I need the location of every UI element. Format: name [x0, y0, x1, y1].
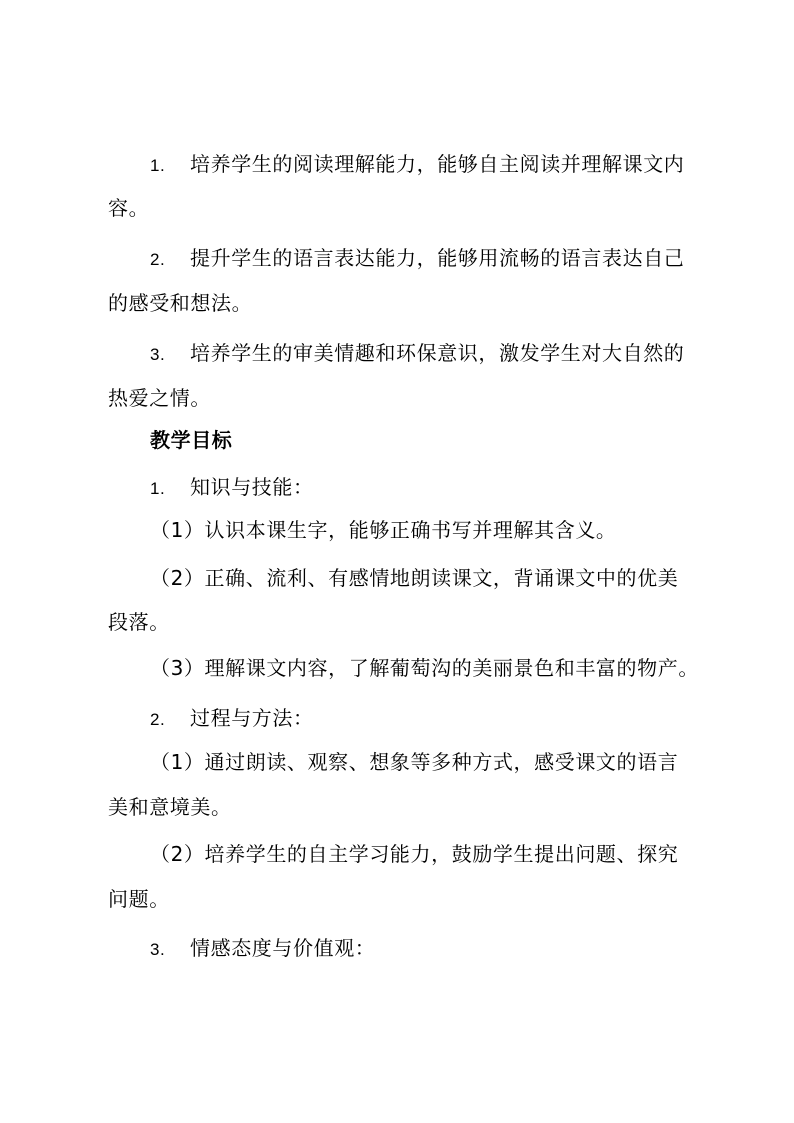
- section-heading: 教学目标: [150, 428, 233, 452]
- list-item-1-continuation: 容。: [108, 196, 150, 220]
- list-number: 1.: [150, 156, 166, 175]
- list-item-text: 培养学生的审美情趣和环保意识，激发学生对大自然的: [190, 341, 685, 365]
- list-item-2-continuation: 的感受和想法。: [108, 291, 253, 315]
- list-number: 2.: [150, 250, 166, 269]
- objective-2-item-2-first-line: （2）培养学生的自主学习能力，鼓励学生提出问题、探究: [150, 842, 679, 866]
- objective-2-title: [150, 706, 314, 732]
- list-item-3-first-line: [150, 341, 684, 367]
- list-item-text: 培养学生的阅读理解能力，能够自主阅读并理解课文内: [190, 152, 685, 176]
- objective-3-title: [150, 936, 375, 962]
- objective-2-item-1-first-line: （1）通过朗读、观察、想象等多种方式，感受课文的语言: [150, 750, 679, 774]
- objective-2-item-1-continuation: 美和意境美。: [108, 795, 232, 819]
- list-item-text: 提升学生的语言表达能力，能够用流畅的语言表达自己: [190, 246, 685, 270]
- objective-title-text: 知识与技能：: [190, 475, 314, 499]
- objective-1-title: [150, 475, 314, 501]
- list-item-2-first-line: [150, 246, 684, 272]
- list-item-1-first-line: [150, 152, 684, 178]
- objective-1-item-2-first-line: （2）正确、流利、有感情地朗读课文，背诵课文中的优美: [150, 566, 679, 590]
- objective-title-text: 过程与方法：: [190, 706, 314, 730]
- objective-title-text: 情感态度与价值观：: [190, 936, 376, 960]
- objective-2-item-2-continuation: 问题。: [108, 887, 170, 911]
- list-number: 2.: [150, 710, 166, 729]
- list-item-3-continuation: 热爱之情。: [108, 386, 211, 410]
- list-number: 3.: [150, 345, 166, 364]
- objective-1-item-1: （1）认识本课生字，能够正确书写并理解其含义。: [150, 518, 617, 542]
- objective-1-item-3: （3）理解课文内容，了解葡萄沟的美丽景色和丰富的物产。: [150, 656, 699, 680]
- list-number: 1.: [150, 479, 166, 498]
- list-number: 3.: [150, 940, 166, 959]
- objective-1-item-2-continuation: 段落。: [108, 610, 170, 634]
